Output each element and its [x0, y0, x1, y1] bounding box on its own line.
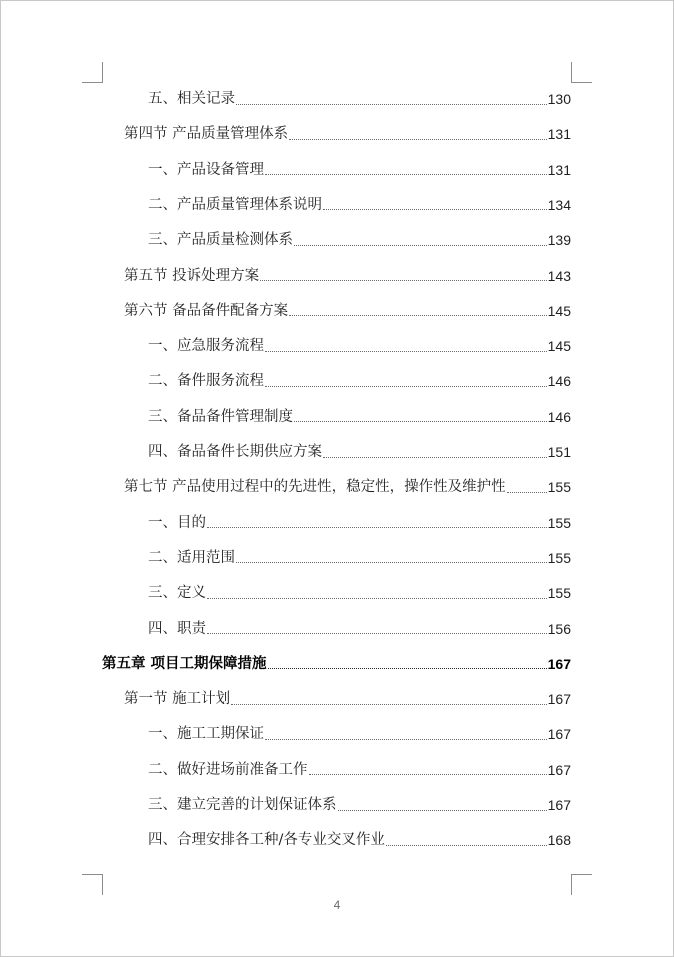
toc-entry-title: 二、产品质量管理体系说明	[148, 196, 322, 213]
toc-entry[interactable]	[148, 541, 571, 576]
toc-entry-title: 三、产品质量检测体系	[148, 232, 293, 249]
toc-entry[interactable]	[148, 329, 571, 364]
margin-corner-top-right	[571, 62, 592, 83]
toc-dot-leader	[265, 385, 547, 387]
toc-dot-leader	[207, 632, 547, 634]
toc-entry-page: 156	[547, 620, 571, 637]
toc-entry-title: 四、职责	[148, 620, 206, 637]
toc-dot-leader	[338, 809, 547, 811]
toc-entry[interactable]	[148, 400, 571, 435]
toc-entry-title: 一、产品设备管理	[148, 161, 264, 178]
toc-entry-title: 第一节 施工计划	[124, 691, 231, 708]
toc-entry-page: 155	[547, 514, 571, 531]
toc-entry-title: 四、备品备件长期供应方案	[148, 444, 322, 460]
page-number: 4	[333, 898, 341, 912]
toc-entry-page: 155	[547, 549, 571, 566]
toc-entry[interactable]	[148, 612, 571, 647]
toc-dot-leader	[207, 597, 547, 599]
toc-entry-page: 130	[547, 91, 571, 107]
toc-entry-page: 151	[547, 444, 571, 460]
toc-entry[interactable]	[148, 223, 571, 258]
margin-corner-bottom-right	[571, 874, 592, 895]
toc-entry-title: 三、定义	[148, 585, 206, 602]
toc-dot-leader	[289, 138, 547, 140]
toc-entry-title: 一、施工工期保证	[148, 726, 264, 743]
toc-dot-leader	[265, 738, 547, 740]
toc-entry-page: 145	[547, 302, 571, 319]
toc-entry-page: 145	[547, 338, 571, 355]
toc-entry[interactable]	[148, 82, 571, 117]
toc-entry-title: 一、应急服务流程	[148, 338, 264, 355]
toc-entry[interactable]	[148, 506, 571, 541]
toc-entry-page: 131	[547, 161, 571, 178]
toc-dot-leader	[309, 773, 547, 775]
toc-entry-page: 167	[547, 726, 571, 743]
toc-dot-leader	[507, 491, 547, 493]
toc-entry[interactable]	[148, 717, 571, 752]
toc-entry-page: 146	[547, 408, 571, 425]
toc-entry-page: 167	[547, 655, 571, 672]
toc-entry-page: 167	[547, 797, 571, 813]
toc-dot-leader	[260, 279, 547, 281]
toc-entry-page: 139	[547, 232, 571, 249]
toc-entry-title: 四、合理安排各工种/各专业交叉作业	[148, 832, 385, 849]
toc-dot-leader	[236, 561, 547, 563]
toc-dot-leader	[268, 667, 547, 669]
toc-entry-title: 第五章 项目工期保障措施	[102, 655, 267, 672]
toc-entry-page: 167	[547, 761, 571, 778]
toc-entry-title: 二、备件服务流程	[148, 373, 264, 390]
toc-entry-page: 146	[547, 373, 571, 390]
toc-dot-leader	[323, 208, 547, 210]
toc-dot-leader	[236, 103, 547, 105]
toc-entry-page: 168	[547, 832, 571, 849]
toc-dot-leader	[386, 844, 547, 846]
toc-entry[interactable]	[124, 294, 571, 329]
toc-entry[interactable]	[148, 364, 571, 399]
toc-entry[interactable]	[124, 259, 571, 294]
toc-dot-leader	[294, 244, 547, 246]
margin-corner-top-left	[82, 62, 103, 83]
toc-entry-title: 第五节 投诉处理方案	[124, 267, 260, 284]
toc-dot-leader	[265, 350, 547, 352]
toc-entry-title: 第七节 产品使用过程中的先进性，稳定性，操作性及维护性	[124, 479, 506, 496]
toc-entry[interactable]	[148, 576, 571, 611]
toc-entry-page: 134	[547, 196, 571, 213]
toc-entry[interactable]	[148, 753, 571, 788]
toc-entry-page: 167	[547, 691, 571, 708]
toc-entry[interactable]	[148, 188, 571, 223]
toc-dot-leader	[323, 456, 547, 458]
toc-entry-title: 第四节 产品质量管理体系	[124, 126, 289, 143]
toc-entry[interactable]	[124, 117, 571, 152]
toc-entry[interactable]	[148, 435, 571, 470]
toc-entry[interactable]	[102, 647, 571, 682]
toc-entry[interactable]	[124, 682, 571, 717]
toc-entry-page: 155	[547, 585, 571, 602]
toc-entry[interactable]	[148, 153, 571, 188]
toc-dot-leader	[231, 703, 547, 705]
toc-entry[interactable]	[124, 470, 571, 505]
toc-entry-title: 五、相关记录	[148, 91, 235, 107]
toc-entry-page: 155	[547, 479, 571, 496]
toc-dot-leader	[294, 420, 547, 422]
toc-entry-title: 三、建立完善的计划保证体系	[148, 797, 337, 813]
toc-entry-title: 二、适用范围	[148, 549, 235, 566]
toc-entry-title: 二、做好进场前准备工作	[148, 761, 308, 778]
toc-entry-title: 一、目的	[148, 514, 206, 531]
toc-dot-leader	[207, 526, 547, 528]
toc-entry-title: 第六节 备品备件配备方案	[124, 302, 289, 319]
toc-dot-leader	[265, 173, 547, 175]
toc-entry[interactable]	[148, 788, 571, 823]
toc-entry[interactable]	[148, 823, 571, 858]
margin-corner-bottom-left	[82, 874, 103, 895]
toc-entry-title: 三、备品备件管理制度	[148, 408, 293, 425]
toc-entry-page: 131	[547, 126, 571, 143]
toc-dot-leader	[289, 314, 547, 316]
toc-entry-page: 143	[547, 267, 571, 284]
